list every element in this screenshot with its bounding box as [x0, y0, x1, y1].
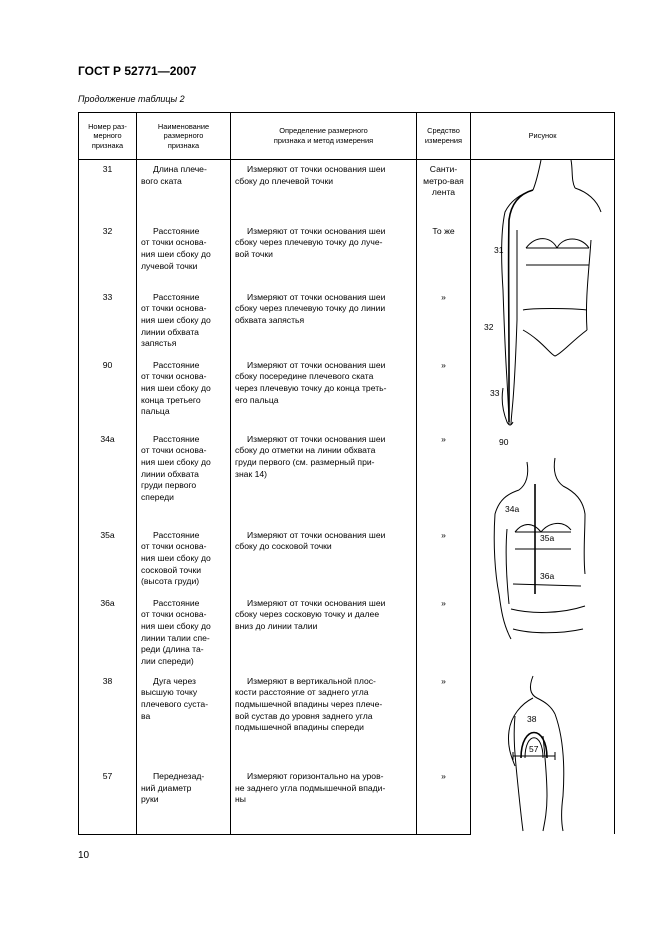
header-num: Номер раз- мерного признака	[79, 113, 137, 160]
header-figure: Рисунок	[471, 113, 615, 160]
row-name: Дуга через высшую точку плечевого суста- ва	[137, 676, 231, 771]
row-tool: »	[417, 598, 471, 676]
row-tool: »	[417, 434, 471, 530]
row-method: Измеряют от точки основания шеи сбоку через плечевую точку до линии обхвата запястья	[231, 292, 417, 360]
row-tool: »	[417, 360, 471, 434]
figure-label-38: 38	[527, 713, 537, 724]
figure-label-35a: 35а	[540, 532, 555, 543]
row-num: 32	[79, 226, 137, 292]
row-num: 57	[79, 771, 137, 834]
row-method: Измеряют от точки основания шеи сбоку до плечевой точки	[231, 160, 417, 226]
figure-label-33: 33	[490, 388, 500, 398]
row-tool: »	[417, 771, 471, 834]
document-title: ГОСТ Р 52771—2007	[78, 64, 197, 78]
figure-label-34a: 34а	[505, 503, 520, 514]
row-name: Расстояние от точки основа- ния шеи сбоку до линии обхвата запястья	[137, 292, 231, 360]
row-tool: То же	[417, 226, 471, 292]
row-tool: »	[417, 292, 471, 360]
row-method: Измеряют в вертикальной плос- кости расстояние от заднего угла подмышечной впадины через плече- вой сустав до уровня заднего угла подмышечной впадины спереди	[231, 676, 417, 771]
row-method: Измеряют от точки основания шеи сбоку до сосковой точки	[231, 530, 417, 598]
row-num: 31	[79, 160, 137, 226]
figure-cell-2	[471, 434, 615, 676]
row-tool: »	[417, 676, 471, 771]
row-num: 35а	[79, 530, 137, 598]
row-method: Измеряют от точки основания шеи сбоку посередине плечевого ската через плечевую точку до конца треть- его пальца	[231, 360, 417, 434]
page-number: 10	[78, 850, 90, 861]
row-tool: »	[417, 530, 471, 598]
figure-shoulder-arc	[471, 676, 615, 831]
figure-cell-1	[471, 160, 615, 447]
header-name: Наименование размерного признака	[137, 113, 231, 160]
row-num: 34а	[79, 434, 137, 530]
table-row	[79, 676, 615, 771]
figure-arm-length	[471, 160, 615, 447]
table-row	[79, 434, 615, 530]
row-name: Расстояние от точки основа- ния шеи сбоку до сосковой точки (высота груди)	[137, 530, 231, 598]
row-name: Расстояние от точки основа- ния шеи сбоку до линии обхвата груди первого спереди	[137, 434, 231, 530]
figure-bust-height	[471, 434, 615, 669]
row-num: 38	[79, 676, 137, 771]
row-method: Измеряют от точки основания шеи сбоку до отметки на линии обхвата груди первого (см. размерный при- знак 14)	[231, 434, 417, 530]
measurement-table	[78, 112, 615, 835]
header-method: Определение размерного признака и метод измерения	[231, 113, 417, 160]
table-header-row	[79, 113, 615, 160]
row-tool: Санти-метро-вая лента	[417, 160, 471, 226]
figure-label-31: 31	[494, 245, 504, 255]
row-name: Расстояние от точки основа- ния шеи сбоку до лучевой точки	[137, 226, 231, 292]
figure-label-36a: 36а	[540, 570, 555, 581]
figure-label-90: 90	[499, 437, 509, 447]
row-name: Расстояние от точки основа- ния шеи сбоку до линии талии спе- реди (длина та- лии спереди)	[137, 598, 231, 676]
row-num: 36а	[79, 598, 137, 676]
row-name: Переднезад- ний диаметр руки	[137, 771, 231, 834]
row-name: Длина плече- вого ската	[137, 160, 231, 226]
row-name: Расстояние от точки основа- ния шеи сбоку до конца третьего пальца	[137, 360, 231, 434]
table-row	[79, 160, 615, 226]
table-caption: Продолжение таблицы 2	[78, 94, 185, 104]
figure-cell-3	[471, 676, 615, 835]
figure-label-57: 57	[529, 743, 539, 754]
row-method: Измеряют от точки основания шеи сбоку через сосковую точку и далее вниз до линии талии	[231, 598, 417, 676]
row-num: 90	[79, 360, 137, 434]
row-method: Измеряют от точки основания шеи сбоку через плечевую точку до луче- вой точки	[231, 226, 417, 292]
row-num: 33	[79, 292, 137, 360]
header-tool: Средство измерения	[417, 113, 471, 160]
figure-label-32: 32	[484, 322, 494, 332]
row-method: Измеряют горизонтально на уров- не заднего угла подмышечной впади- ны	[231, 771, 417, 834]
